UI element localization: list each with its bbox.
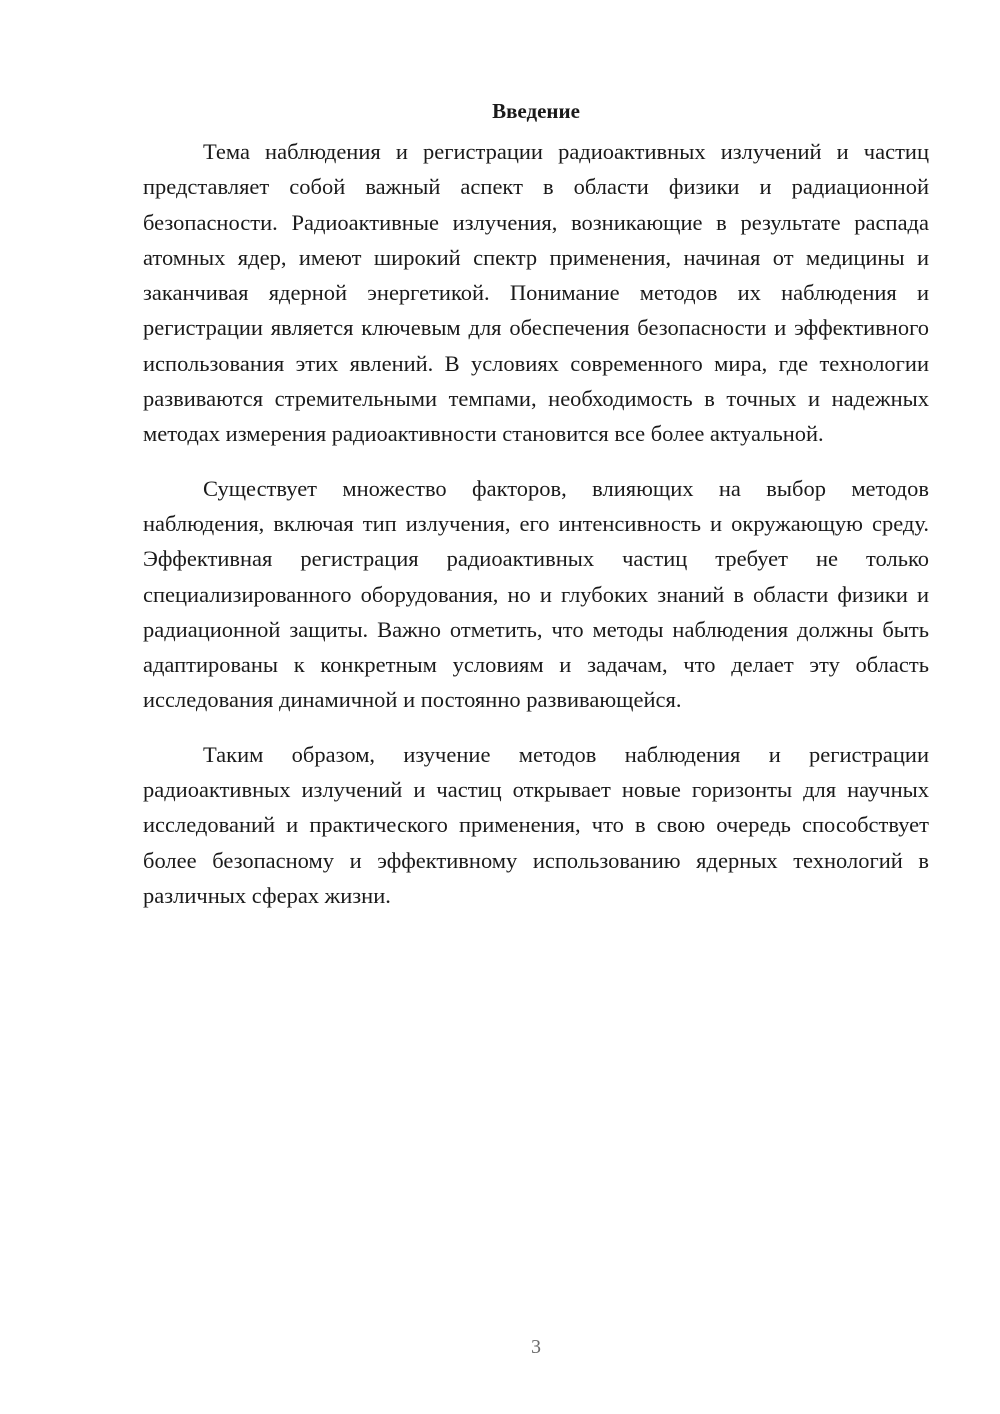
- page-content: [143, 96, 929, 932]
- section-title: Введение: [492, 99, 580, 123]
- paragraph-3: Таким образом, изучение методов наблюдения и регистрации радиоактивных излучений и частиц открывает новые горизонты для научных исследований и практического применения, что в свою очередь способствует более безопасному и эффективному использованию ядерных технологий в различных сферах жизни.: [143, 741, 929, 908]
- paragraph-2: Существует множество факторов, влияющих на выбор методов наблюдения, включая тип излучения, его интенсивность и окружающую среду. Эффективная регистрация радиоактивных частиц требует не только специализированного оборудования, но и глубоких знаний в области физики и радиационной защиты. Важно отметить, что методы наблюдения должны быть адаптированы к конкретным условиям и задачам, что делает эту область исследования динамичной и постоянно развивающейся.: [143, 475, 929, 713]
- page-number: 3: [531, 1336, 541, 1358]
- paragraph-1: Тема наблюдения и регистрации радиоактивных излучений и частиц представляет собой важный аспект в области физики и радиационной безопасности. Радиоактивные излучения, возникающие в результате распада атомных ядер, имеют широкий спектр применения, начиная от медицины и заканчивая ядерной энергетикой. Понимание методов их наблюдения и регистрации является ключевым для обеспечения безопасности и эффективного использования этих явлений. В условиях современного мира, где технологии развиваются стремительными темпами, необходимость в точных и надежных методах измерения радиоактивности становится все более актуальной.: [143, 139, 929, 447]
